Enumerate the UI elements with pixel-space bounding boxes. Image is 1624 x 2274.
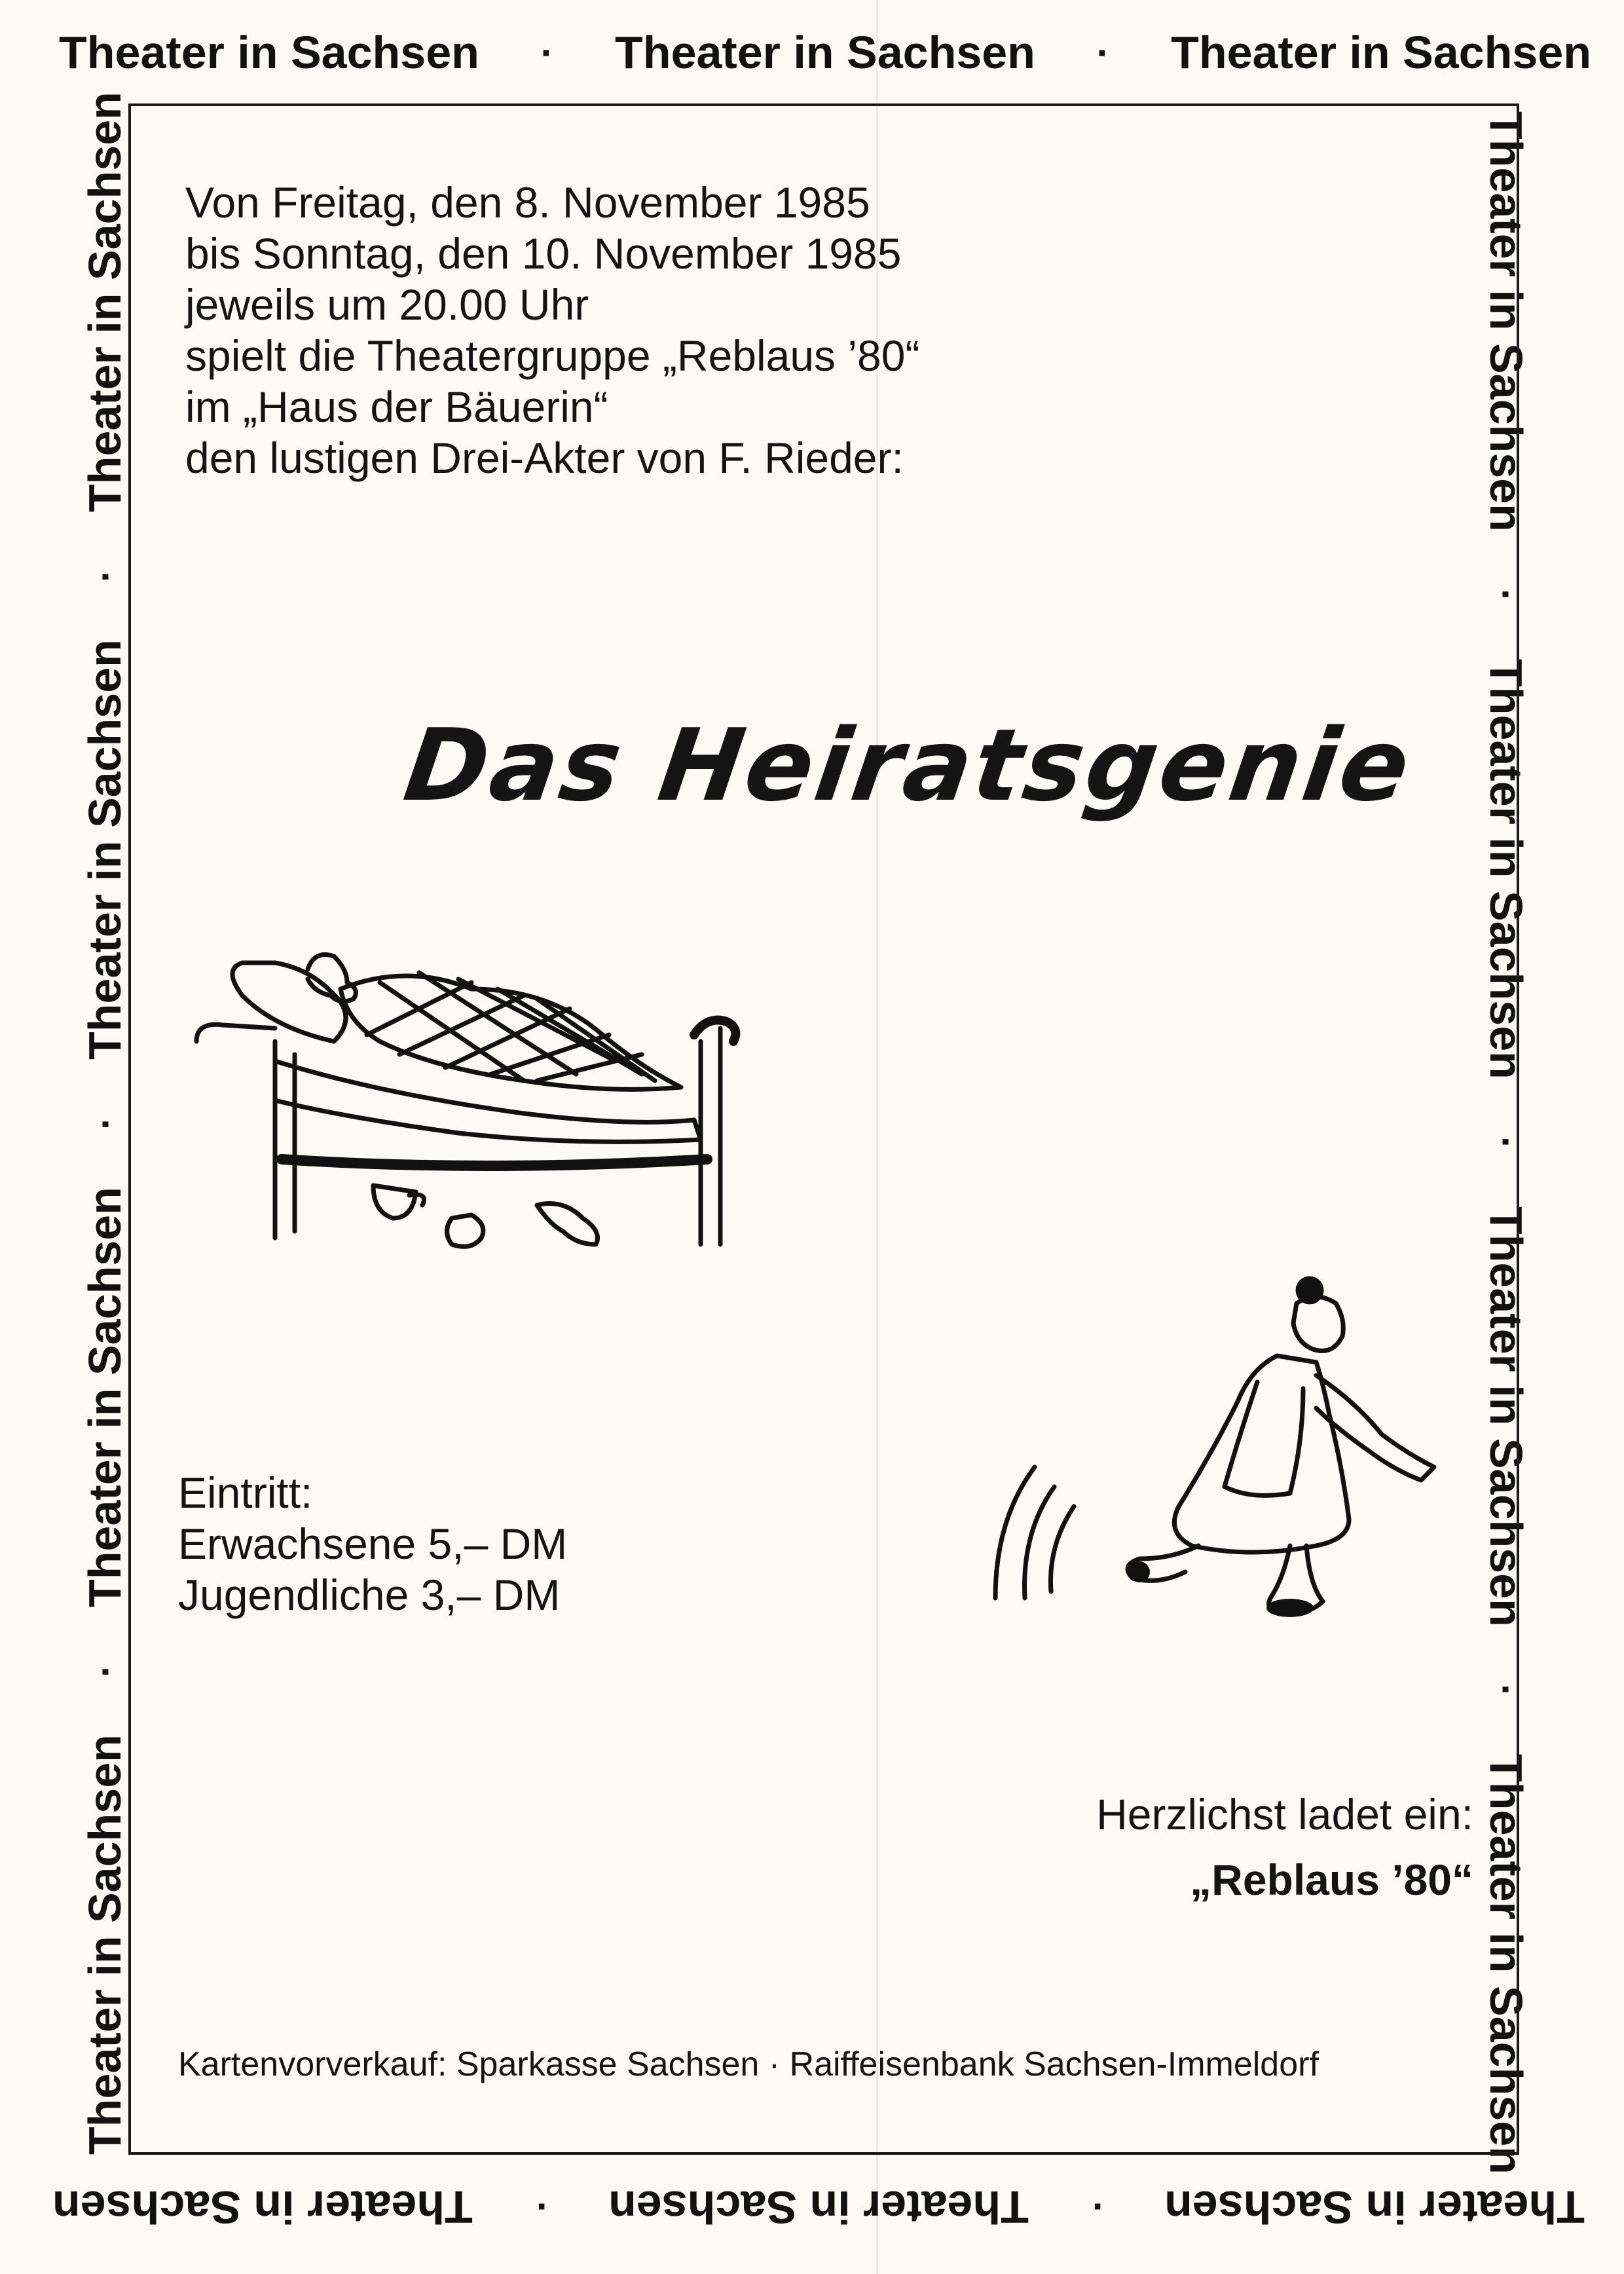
intro-line: Von Freitag, den 8. November 1985 <box>185 178 870 227</box>
intro-line: den lustigen Drei-Akter von F. Rieder: <box>185 434 904 482</box>
invitation-group: „Reblaus ’80“ <box>1190 1855 1473 1904</box>
border-left <box>72 92 138 2155</box>
border-separator: · <box>1096 30 1110 75</box>
border-text: Theater in Sachsen <box>1481 1754 1532 2174</box>
border-text: Theater in Sachsen <box>615 27 1035 78</box>
border-text: Theater in Sachsen <box>1164 2182 1585 2233</box>
border-bottom <box>52 2174 1585 2240</box>
border-top <box>59 20 1591 85</box>
border-separator: · <box>83 1117 127 1130</box>
border-separator: · <box>540 30 554 75</box>
admission-adults: Erwachsene 5,– DM <box>178 1519 568 1568</box>
intro-line: spielt die Theatergruppe „Reblaus ’80“ <box>185 331 920 380</box>
intro-line: bis Sonntag, den 10. November 1985 <box>185 229 902 278</box>
border-text: Theater in Sachsen <box>1481 111 1532 532</box>
intro-line: jeweils um 20.00 Uhr <box>185 280 589 329</box>
admission-heading: Eintritt: <box>178 1468 313 1517</box>
border-separator: · <box>1484 1136 1528 1149</box>
border-text: Theater in Sachsen <box>52 2182 473 2233</box>
border-text: Theater in Sachsen <box>79 1187 130 1607</box>
border-text: Theater in Sachsen <box>608 2182 1029 2233</box>
border-separator: · <box>1484 588 1528 602</box>
border-text: Theater in Sachsen <box>1171 27 1591 78</box>
border-text: Theater in Sachsen <box>59 27 479 78</box>
admission-info <box>178 1467 702 1620</box>
bed-with-sleeping-man-illustration <box>183 943 799 1258</box>
border-separator: · <box>534 2185 547 2229</box>
border-text: Theater in Sachsen <box>79 92 130 512</box>
intro-line: im „Haus der Bäuerin“ <box>185 382 608 431</box>
border-separator: · <box>83 569 127 582</box>
border-separator: · <box>1484 1684 1528 1697</box>
border-text: Theater in Sachsen <box>79 1734 130 2155</box>
border-separator: · <box>1090 2185 1103 2229</box>
play-title: Das Heiratsgenie <box>397 707 1419 823</box>
border-text: Theater in Sachsen <box>79 639 130 1060</box>
event-details <box>185 177 1299 483</box>
border-text: Theater in Sachsen <box>1481 659 1532 1079</box>
invitation-line: Herzlichst ladet ein: <box>1096 1790 1473 1838</box>
border-text: Theater in Sachsen <box>1481 1206 1532 1627</box>
invitation <box>884 1781 1473 1912</box>
admission-youth: Jugendliche 3,– DM <box>178 1571 561 1619</box>
hurrying-woman-illustration <box>976 1271 1460 1637</box>
border-separator: · <box>83 1664 127 1678</box>
ticket-presale-info: Kartenvorverkauf: Sparkasse Sachsen · Raiffeisenbank Sachsen-Immeldorf <box>178 2045 1319 2083</box>
